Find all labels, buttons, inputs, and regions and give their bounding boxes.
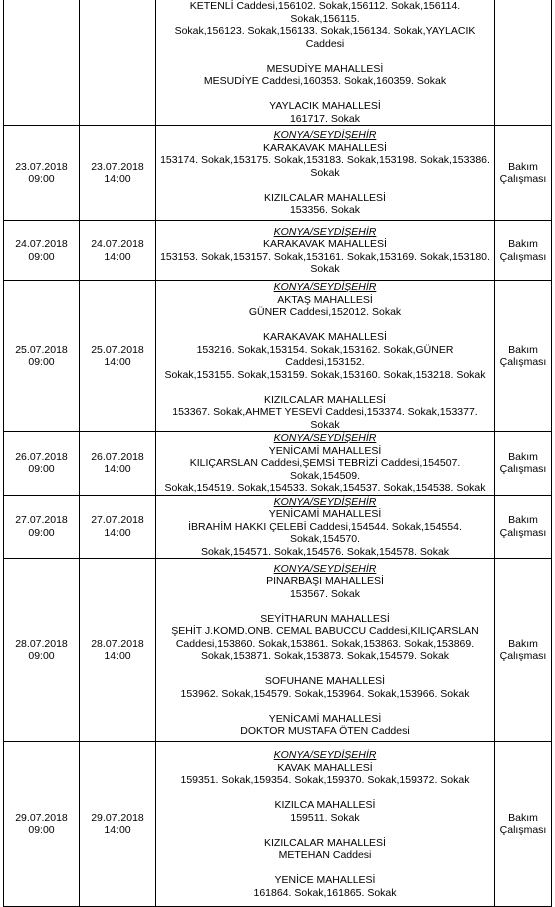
address-line: Caddesi,153860. Sokak,153861. Sokak,153863. Sokak,153869. xyxy=(175,637,475,650)
end-time: 14:00 xyxy=(104,250,131,263)
address-line: 153567. Sokak xyxy=(289,587,361,600)
address-line: ŞEHİT J.KOMD.ONB. CEMAL BABUCCU Caddesi,KILIÇARSLAN xyxy=(171,625,479,637)
start-time: 09:00 xyxy=(28,356,55,368)
work-type-cell: Bakım Çalışması xyxy=(495,742,552,907)
start-datetime-cell xyxy=(4,281,80,432)
address-line: Sokak,154571. Sokak,154576. Sokak,154578. Sokak xyxy=(200,545,450,558)
start-time: 09:00 xyxy=(28,650,55,662)
region-label: KONYA/SEYDİŞEHİR xyxy=(273,281,377,293)
address-line: 153367. Sokak,AHMET YESEVİ Caddesi,153374. Sokak,153377. Sokak xyxy=(172,406,478,431)
end-date: 24.07.2018 xyxy=(91,238,144,250)
table-row xyxy=(4,221,552,281)
address-line: DOKTOR MUSTAFA ÖTEN Caddesi xyxy=(240,725,410,737)
address-line: Sokak xyxy=(310,263,340,275)
table-row xyxy=(4,0,552,126)
start-datetime-cell xyxy=(4,0,80,126)
affected-streets-cell xyxy=(156,559,495,742)
start-time: 09:00 xyxy=(28,526,55,539)
address-line: 153216. Sokak,153154. Sokak,153162. Sokak,GÜNER Caddesi,153152. xyxy=(196,343,454,368)
affected-streets-cell xyxy=(156,742,495,907)
address-line: AKTAŞ MAHALLESİ xyxy=(277,293,373,306)
start-date: 24.07.2018 xyxy=(15,238,68,250)
region-label: KONYA/SEYDİŞEHİR xyxy=(273,749,377,761)
start-date: 26.07.2018 xyxy=(15,450,68,463)
end-datetime-cell xyxy=(80,0,156,126)
address-line: SEYİTHARUN MAHALLESİ xyxy=(260,612,390,625)
address-line: SOFUHANE MAHALLESİ xyxy=(264,675,386,687)
address-line: MESUDİYE MAHALLESİ xyxy=(266,62,384,75)
address-line: YENİCAMİ MAHALLESİ xyxy=(268,712,382,725)
address-line: KARAKAVAK MAHALLESİ xyxy=(263,331,387,343)
address-line: PINARBAŞI MAHALLESİ xyxy=(266,575,384,587)
start-date: 25.07.2018 xyxy=(15,343,68,356)
end-datetime-cell xyxy=(80,495,156,559)
start-date: 27.07.2018 xyxy=(15,514,68,527)
address-line: KIZILCALAR MAHALLESİ xyxy=(264,836,386,849)
address-line: 153153. Sokak,153157. Sokak,153161. Sokak,153169. Sokak,153180. xyxy=(160,250,490,263)
end-datetime-cell xyxy=(80,281,156,432)
address-line: 161717. Sokak xyxy=(289,112,361,125)
end-datetime-cell xyxy=(80,221,156,281)
region-label: KONYA/SEYDİŞEHİR xyxy=(273,129,377,142)
work-type-cell: Bakım Çalışması xyxy=(495,432,552,496)
start-time: 09:00 xyxy=(28,824,55,836)
address-line: YAYLACIK MAHALLESİ xyxy=(269,100,381,112)
end-time: 14:00 xyxy=(104,463,131,476)
address-line: YENİCAMİ MAHALLESİ xyxy=(268,508,382,520)
affected-streets-cell xyxy=(156,221,495,281)
table-row xyxy=(4,281,552,432)
address-line: 153356. Sokak xyxy=(289,204,361,217)
end-time: 14:00 xyxy=(104,356,131,368)
affected-streets-cell xyxy=(156,281,495,432)
start-datetime-cell xyxy=(4,432,80,496)
work-type-cell: Bakım Çalışması xyxy=(495,281,552,432)
end-datetime-cell xyxy=(80,559,156,742)
work-type-cell xyxy=(495,0,552,126)
end-time: 14:00 xyxy=(104,650,131,662)
address-line: KETENLİ Caddesi,156102. Sokak,156112. Sokak,156114. Sokak,156115. xyxy=(189,0,461,25)
address-line: KARAKAVAK MAHALLESİ xyxy=(263,141,387,154)
affected-streets-cell xyxy=(156,495,495,559)
table-row xyxy=(4,126,552,221)
end-date: 29.07.2018 xyxy=(91,811,144,824)
region-label: KONYA/SEYDİŞEHİR xyxy=(273,432,377,444)
start-time: 09:00 xyxy=(28,463,55,476)
region-label: KONYA/SEYDİŞEHİR xyxy=(273,562,377,575)
start-date: 28.07.2018 xyxy=(15,637,68,650)
start-time: 09:00 xyxy=(28,250,55,263)
start-datetime-cell xyxy=(4,221,80,281)
address-line: GÜNER Caddesi,152012. Sokak xyxy=(248,306,402,318)
table-row xyxy=(4,559,552,742)
address-line: 159351. Sokak,159354. Sokak,159370. Sokak,159372. Sokak xyxy=(180,774,470,786)
address-line: Sokak,153871. Sokak,153873. Sokak,154579. Sokak xyxy=(200,650,450,662)
work-type-cell: Bakım Çalışması xyxy=(495,126,552,221)
end-date: 23.07.2018 xyxy=(91,160,144,173)
table-row xyxy=(4,495,552,559)
address-line: Sokak xyxy=(310,166,340,179)
address-line: 159511. Sokak xyxy=(290,811,360,824)
address-line: 153962. Sokak,154579. Sokak,153964. Sokak,153966. Sokak xyxy=(180,687,470,700)
end-date: 25.07.2018 xyxy=(91,343,144,356)
start-datetime-cell xyxy=(4,559,80,742)
work-type-cell: Bakım Çalışması xyxy=(495,495,552,559)
address-line: KAVAK MAHALLESİ xyxy=(277,761,373,774)
end-datetime-cell xyxy=(80,126,156,221)
address-line: Sokak,153155. Sokak,153159. Sokak,153160. Sokak,153218. Sokak xyxy=(164,368,486,381)
start-datetime-cell xyxy=(4,742,80,907)
region-label: KONYA/SEYDİŞEHİR xyxy=(273,495,377,508)
start-datetime-cell xyxy=(4,495,80,559)
end-time: 14:00 xyxy=(104,824,131,836)
end-datetime-cell xyxy=(80,432,156,496)
start-date: 29.07.2018 xyxy=(15,811,68,824)
work-type-cell: Bakım Çalışması xyxy=(495,221,552,281)
table-row xyxy=(4,742,552,907)
start-datetime-cell xyxy=(4,126,80,221)
address-line: Sokak,156123. Sokak,156133. Sokak,156134. Sokak,YAYLACIK Caddesi xyxy=(174,25,476,50)
address-line: KIZILCALAR MAHALLESİ xyxy=(264,393,386,406)
address-line: İBRAHİM HAKKI ÇELEBİ Caddesi,154544. Sokak,154554. Sokak,154570. xyxy=(188,520,462,545)
affected-streets-cell xyxy=(156,0,495,126)
address-line: 161864. Sokak,161865. Sokak xyxy=(253,886,397,899)
end-date: 28.07.2018 xyxy=(91,637,144,650)
address-line: KILIÇARSLAN Caddesi,ŞEMSİ TEBRİZİ Caddesi,154507. Sokak,154509. xyxy=(189,457,461,482)
affected-streets-cell xyxy=(156,126,495,221)
end-date: 27.07.2018 xyxy=(91,514,144,527)
start-time: 09:00 xyxy=(28,173,55,185)
address-line: KARAKAVAK MAHALLESİ xyxy=(263,238,387,250)
address-line: Sokak,154519. Sokak,154533. Sokak,154537. Sokak,154538. Sokak xyxy=(164,482,486,494)
address-line: YENİCE MAHALLESİ xyxy=(274,874,376,886)
outage-schedule-body xyxy=(4,0,552,907)
end-datetime-cell xyxy=(80,742,156,907)
address-line: KIZILCALAR MAHALLESİ xyxy=(264,191,386,204)
end-time: 14:00 xyxy=(104,173,131,185)
work-type-cell: Bakım Çalışması xyxy=(495,559,552,742)
end-time: 14:00 xyxy=(104,526,131,539)
end-date: 26.07.2018 xyxy=(91,450,144,463)
address-line: MESUDİYE Caddesi,160353. Sokak,160359. Sokak xyxy=(203,75,447,87)
table-row xyxy=(4,432,552,496)
address-line: METEHAN Caddesi xyxy=(278,849,372,861)
affected-streets-cell xyxy=(156,432,495,496)
address-line: 153174. Sokak,153175. Sokak,153183. Sokak,153198. Sokak,153386. xyxy=(160,154,490,167)
address-line: KIZILCA MAHALLESİ xyxy=(274,799,376,811)
start-date: 23.07.2018 xyxy=(15,160,68,173)
address-line: YENİCAMİ MAHALLESİ xyxy=(268,444,382,457)
outage-schedule-table xyxy=(3,0,552,907)
region-label: KONYA/SEYDİŞEHİR xyxy=(273,225,377,238)
